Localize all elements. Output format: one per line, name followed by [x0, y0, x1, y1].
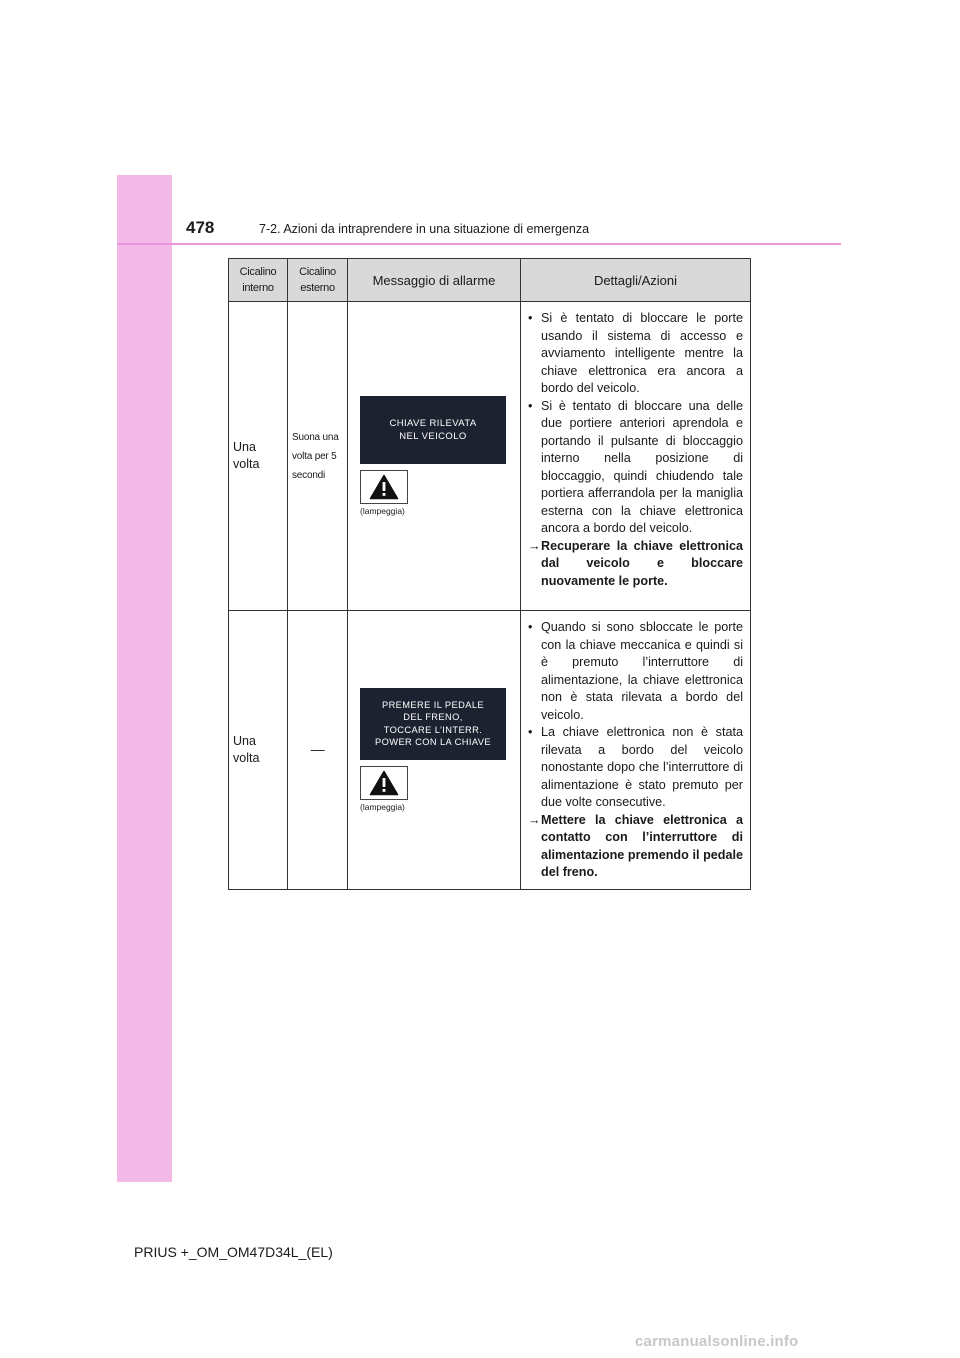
bullet-mark: •: [528, 398, 533, 413]
warning-triangle-icon: [369, 474, 399, 500]
display-line: POWER CON LA CHIAVE: [375, 737, 491, 748]
bullet-mark: •: [528, 725, 533, 739]
watermark: carmanualsonline.info: [635, 1333, 799, 1350]
internal-buzzer-cell: Una volta: [229, 611, 288, 890]
warning-message-cell: [348, 611, 521, 890]
page-number: 478: [186, 218, 215, 237]
display-line: CHIAVE RILEVATA: [389, 418, 477, 429]
table-row: [229, 302, 751, 611]
warning-message-table: [228, 258, 751, 890]
multi-info-display: [360, 688, 506, 760]
details-cell: [521, 302, 751, 611]
multi-info-display: [360, 396, 506, 464]
flashing-note: (lampeggia): [360, 801, 405, 812]
detail-bullet: [528, 619, 743, 724]
warning-triangle-icon: [369, 770, 399, 796]
column-header-external-buzzer: Cicalino esterno: [288, 259, 348, 302]
action-text: Mettere la chiave elettronica a contatto con l’interruttore di alimentazione premendo il pedale del freno.: [541, 812, 743, 879]
external-buzzer-cell: —: [288, 611, 348, 890]
master-warning-indicator: [360, 470, 408, 504]
display-line: DEL FRENO,: [403, 712, 463, 723]
flashing-note: (lampeggia): [360, 506, 405, 516]
action-text: Recuperare la chiave elettronica dal veicolo e bloccare nuovamente le porte.: [541, 538, 743, 588]
action-instruction: [528, 812, 743, 882]
display-line: PREMERE IL PEDALE: [381, 699, 485, 710]
detail-bullet: [528, 724, 743, 812]
internal-buzzer-cell: Una volta: [229, 302, 288, 611]
bullet-mark: •: [528, 620, 533, 634]
bullet-mark: •: [528, 311, 533, 325]
column-header-warning-message: Messaggio di allarme: [348, 259, 521, 302]
header-divider: [117, 243, 841, 245]
column-header-details-actions: Dettagli/Azioni: [521, 259, 751, 302]
detail-text: Quando si sono sbloccate le porte con la chiave meccanica e quindi si è premuto l’interruttore di alimentazione, la chiave elettronica non è stata rilevata a bordo del veicolo.: [541, 620, 743, 722]
detail-bullet: [528, 398, 743, 538]
table-row: [229, 611, 751, 890]
action-instruction: [528, 538, 743, 591]
warning-message-cell: [348, 302, 521, 611]
details-cell: [521, 611, 751, 890]
arrow-right-icon: →: [528, 812, 541, 827]
detail-text: Si è tentato di bloccare una delle due portiere anteriori aprendola e portando il pulsante di bloccaggio interno nella posizione di bloccaggio, quindi chiudendo tale portiera afferrandola per la maniglia esterna con la chiave elettronica ancora a bordo del veicolo.: [541, 398, 743, 535]
side-tab-band: [117, 175, 172, 1182]
detail-text: La chiave elettronica non è stata rilevata a bordo del veicolo nonostante dopo che l’interruttore di alimentazione è stato premuto per due volte consecutive.: [541, 725, 743, 809]
table-header-row: [229, 259, 751, 302]
document-code: PRIUS +_OM_OM47D34L_(EL): [134, 1244, 333, 1260]
detail-text: Si è tentato di bloccare le porte usando il sistema di accesso e avviamento intelligente mentre la chiave elettronica era ancora a bordo del veicolo.: [541, 311, 743, 395]
detail-bullet: [528, 310, 743, 398]
section-title: 7-2. Azioni da intraprendere in una situazione di emergenza: [259, 222, 590, 236]
column-header-internal-buzzer: Cicalino interno: [229, 259, 288, 302]
arrow-right-icon: →: [528, 538, 541, 553]
master-warning-indicator: [360, 766, 408, 800]
display-line: NEL VEICOLO: [399, 431, 467, 442]
external-buzzer-cell: Suona una volta per 5 secondi: [288, 302, 348, 611]
display-line: TOCCARE L’INTERR.: [383, 724, 483, 735]
